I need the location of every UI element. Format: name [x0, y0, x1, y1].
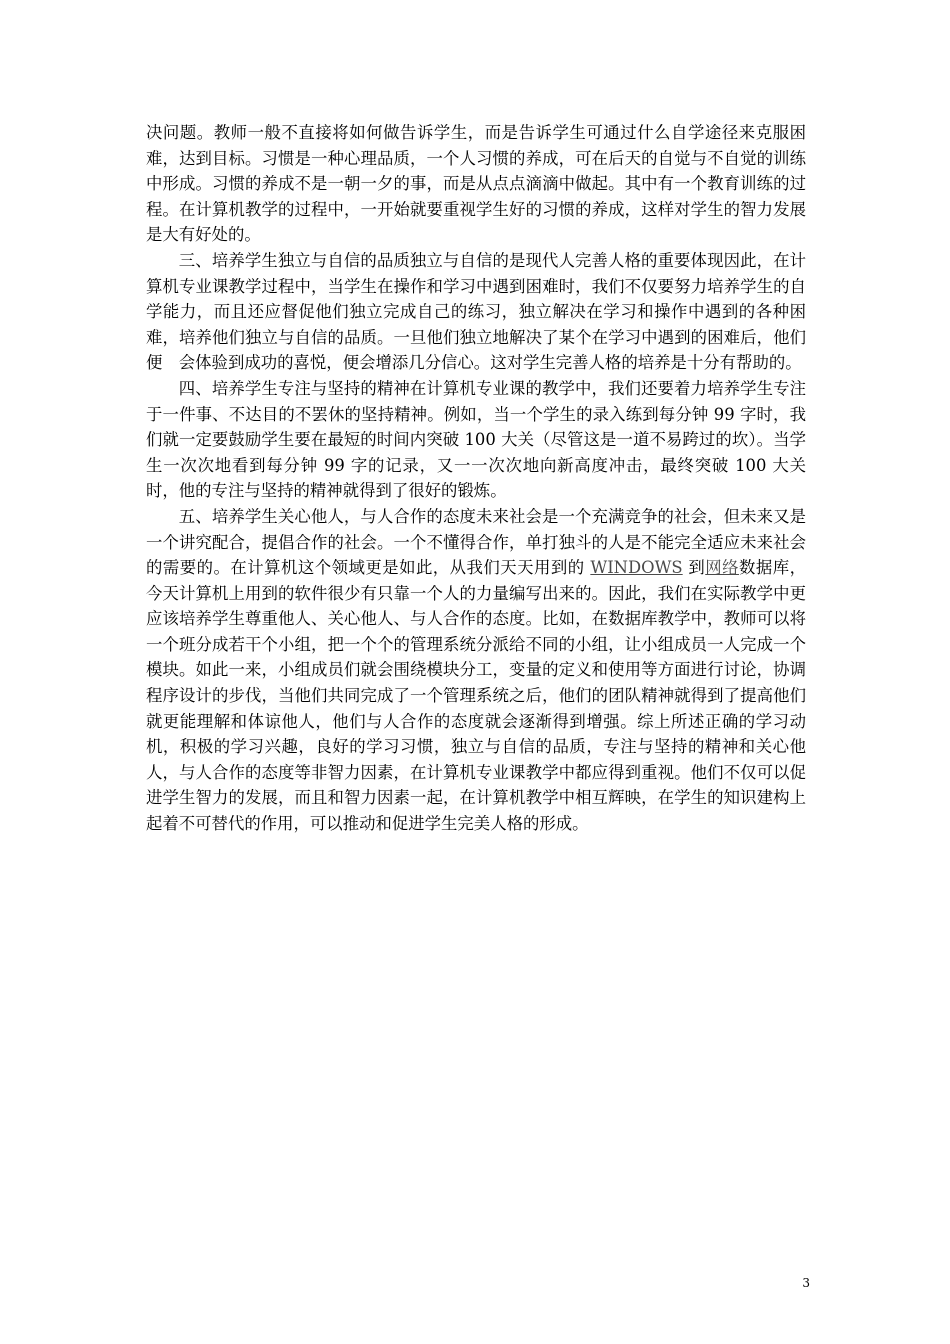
body-paragraph	[146, 504, 806, 837]
paragraph-text: 决问题。教师一般不直接将如何做告诉学生，而是告诉学生可通过什么自学途径来克服困难，达到目标。习惯是一种心理品质，一个人习惯的养成，可在后天的自觉与不自觉的训练中形成。习惯的养成不是一朝一夕的事，而是从点点滴滴中做起。其中有一个教育训练的过程。在计算机教学的过程中，一开始就要重视学生好的习惯的养成，这样对学生的智力发展是大有好处的。	[146, 123, 806, 245]
paragraph-text: 三、培养学生独立与自信的品质独立与自信的是现代人完善人格的重要体现因此，在计算机专业课教学过程中，当学生在操作和学习中遇到困难时，我们不仅要努力培养学生的自学能力，而且还应督促他们独立完成自己的练习，独立解决在学习和操作中遇到的各种困难，培养他们独立与自信的品质。一旦他们独立地解决了某个在学习中遇到的困难后，他们便 会体验到成功的喜悦，便会增添几分信心。这对学生完善人格的培养是十分有帮助的。	[146, 250, 806, 373]
body-paragraph	[146, 376, 806, 504]
body-paragraph	[146, 248, 806, 376]
body-paragraph	[146, 120, 806, 248]
paragraph-text: 到	[682, 558, 706, 578]
paragraph-text: 四、培养学生专注与坚持的精神在计算机专业课的教学中，我们还要着力培养学生专注于一件事、不达目的不罢休的坚持精神。例如，当一个学生的录入练到每分钟 99 字时，我们就一定要鼓励学生要在最短的时间内突破 100 大关（尽管这是一道不易跨过的坎）。当学生一次次地看到每分钟 99 字的记录，又一一次次地向新高度冲击，最终突破 100 大关时，他的专注与坚持的精神就得到了很好的锻炼。	[146, 378, 806, 501]
page-number: 3	[802, 1276, 810, 1290]
inline-link[interactable]: WINDOWS	[590, 558, 683, 578]
paragraph-text: 五、培养学生关心他人，与人合作的态度未来社会是一个充满竞争的社会，但未来又是一个讲究配合，提倡合作的社会。一个不懂得合作，单打独斗的人是不能完全适应未来社会的需要的。在计算机这个领域更是如此，从我们天天用到的	[146, 506, 806, 578]
body-text	[146, 120, 806, 837]
paragraph-text: 数据库，今天计算机上用到的软件很少有只靠一个人的力量编写出来的。因此，我们在实际教学中更应该培养学生尊重他人、关心他人、与人合作的态度。比如，在数据库教学中，教师可以将一个班分成若干个小组，把一个个的管理系统分派给不同的小组，让小组成员一人完成一个模块。如此一来，小组成员们就会围绕模块分工，变量的定义和使用等方面进行讨论，协调程序设计的步伐，当他们共同完成了一个管理系统之后，他们的团队精神就得到了提高他们就更能理解和体谅他人，他们与人合作的态度就会逐渐得到增强。综上所述正确的学习动机，积极的学习兴趣，良好的学习习惯，独立与自信的品质，专注与坚持的精神和关心他人，与人合作的态度等非智力因素，在计算机专业课教学中都应得到重视。他们不仅可以促进学生智力的发展，而且和智力因素一起，在计算机教学中相互辉映，在学生的知识建构上起着不可替代的作用，可以推动和促进学生完美人格的形成。	[146, 558, 806, 834]
inline-link[interactable]: 网络	[705, 558, 739, 578]
